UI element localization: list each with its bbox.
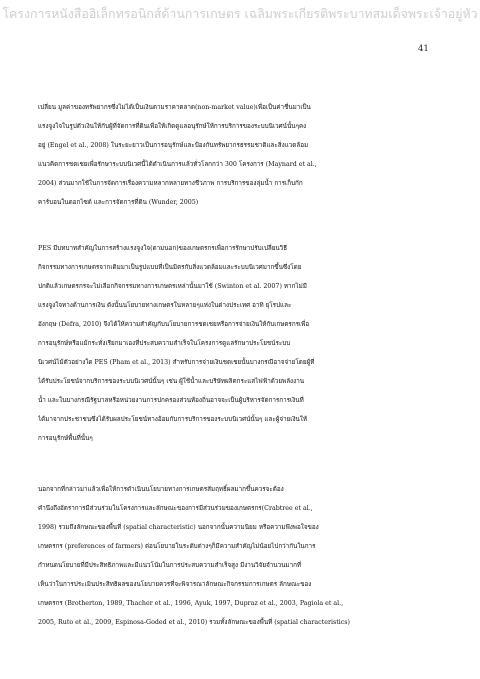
text-line: 1998) รวมถึงลักษณะของพื้นที่ (spatial characteristic) นอกจากนั้นความนิยม หรือความพึงพอใจของ xyxy=(38,524,319,531)
text-line: นอกจากที่กล่าวมาแล้วเพื่อให้การดำเนินนโยบายทางการเกษตรสัมฤทธิ์ผลมากขึ้นควรจะต้อง xyxy=(38,486,284,493)
paragraph-2 xyxy=(38,239,446,448)
text-line: คำนึงถึงอัตราการมีส่วนร่วมในโครงการและลักษณะของการมีส่วนร่วมของเกษตรกร(Crabtree et al., xyxy=(38,505,313,512)
watermark-text: โครงการหนังสืออิเล็กทรอนิกส์ด้านการเกษตร เฉลิมพระเกียรติพระบาทสมเด็จพระเจ้าอยู่หัว xyxy=(2,6,478,21)
text-line: อังกฤษ (Defra, 2010) จึงได้ให้ความสำคัญกับนโยบายการชดเชยหรือการจ่ายเงินให้กับเกษตรกรเพื่อ xyxy=(38,321,310,328)
page-number: 41 xyxy=(418,44,429,54)
text-line: ได้มาจากประชาชนซึ่งได้รับผลประโยชน์ทางอ้อมกับการบริการของระบบนิเวศน์นั้นๆ และผู้จ่ายเงินให้ xyxy=(38,416,308,423)
text-line: กิจกรรมทางการเกษตรจากเดิมมาเป็นรูปแบบที่เป็นมิตรกับสิ่งแวดล้อมและระบบนิเวศมากขึ้นซึ่งโดย xyxy=(38,264,302,271)
text-line: PES มีบทบาทสำคัญในการสร้างแรงจูงใจ(ตามนอก)ของเกษตรกรเพื่อการรักษาปรับเปลี่ยนวิธี xyxy=(38,245,288,252)
text-line: ปกติแล้วเกษตรกรจะไม่เลือกกิจกรรมทางการเกษตรเหล่านั้นมาใช้ (Swinton et al. 2007) หากไม่มี xyxy=(38,283,307,290)
text-line: อยู่ (Engel et al., 2008) ในระยะยาวเป็นการอนุรักษ์และป้องกันทรัพยากรธรรมชาติและสิ่งแวดล้อม xyxy=(38,142,309,149)
text-line: 2004) ส่วนมากใช้ในการจัดการเรื่องความหลากหลายทางชีวภาพ การบริการของลุ่มน้ำ การเก็บกัก xyxy=(38,180,303,187)
text-line: เปลี่ยน มูลค่าของทรัพยากรซึ่งไม่ได้เป็นเงินตามราคาตลาด(non-market value)เพื่อเป็นค่าชื่นมาเป็น xyxy=(38,104,311,111)
text-line: เห็นว่าในการประเมินประสิทธิผลของนโยบายควรที่จะพิจารณาลักษณะกิจกรรมการเกษตร ลักษณะของ xyxy=(38,581,312,588)
text-line: กำหนดนโยบายที่มีประสิทธิภาพและมีแนวโน้มในการประสบความสำเร็จสูง มีงานวิจัยจำนวนมากที่ xyxy=(38,562,302,569)
text-line: เกษตรกร (Brotherton, 1989, Thacher et al., 1996, Ayuk, 1997, Dupraz et al., 2003, Pagiola et al., xyxy=(38,600,344,607)
paragraph-1 xyxy=(38,98,446,212)
document-body xyxy=(38,98,446,632)
text-line: แนวคิดการชดเชยเพื่อรักษาระบบนิเวศนี้ได้ดำเนินการแล้วทั่วโลกกว่า 300 โครงการ (Maynard et al., xyxy=(38,161,317,168)
text-line: เกษตรกร (preferences of farmers) ต่อนโยบายในระดับต่างๆก็มีความสำคัญไม่น้อยไปกว่ากันในการ xyxy=(38,543,316,550)
paragraph-3 xyxy=(38,480,446,632)
text-line: การอนุรักษ์หรือแม้กระทั่งเรียกมาเองที่ประสบความสำเร็จในโครงการดูแลรักษาประโยชน์ระบบ xyxy=(38,340,291,347)
text-line: แรงจูงใจทางด้านการเงิน ดังนั้นนโยบายทางเกษตรในหลายๆแห่งในต่างประเทศ อาทิ ยุโรปและ xyxy=(38,302,292,309)
text-line: น้ำ และในบางกรณีรัฐบาลหรือหน่วยงานการปกครองส่วนท้องถิ่นอาจจะเป็นผู้บริหารจัดการการเงินที่ xyxy=(38,397,304,404)
text-line: ได้รับประโยชน์จากบริการของระบบนิเวศน์นั้นๆ เช่น ผู้ใช้น้ำและบริษัทผลิตกระแสไฟฟ้าด้วยพลังงาน xyxy=(38,378,305,385)
text-line: 2005, Ruto et al., 2009, Espinosa-Goded et al., 2010) รวมทั้งลักษณะของพื้นที่ (spatial characteristics) xyxy=(38,619,350,626)
text-line: การอนุรักษ์พื้นที่นั้นๆ xyxy=(38,435,93,442)
text-line: คาร์บอนในดอกไซด์ และการจัดการที่ดิน (Wunder, 2005) xyxy=(38,199,199,206)
text-line: แรงจูงใจในรูปตัวเงินให้กับผู้ที่จัดการที่ดินเพื่อให้เกิดดูแลอนุรักษ์ให้การบริการของระบบนิเวศน์นั้นๆคง xyxy=(38,123,307,130)
text-line: นิเวศน์ไม้ตัวอย่างใด PES (Pham et al., 2013) สำหรับการจ่ายเงินชดเชยนั้นบางกรณีอาจจ่ายโดยผู้ที่ xyxy=(38,359,315,366)
